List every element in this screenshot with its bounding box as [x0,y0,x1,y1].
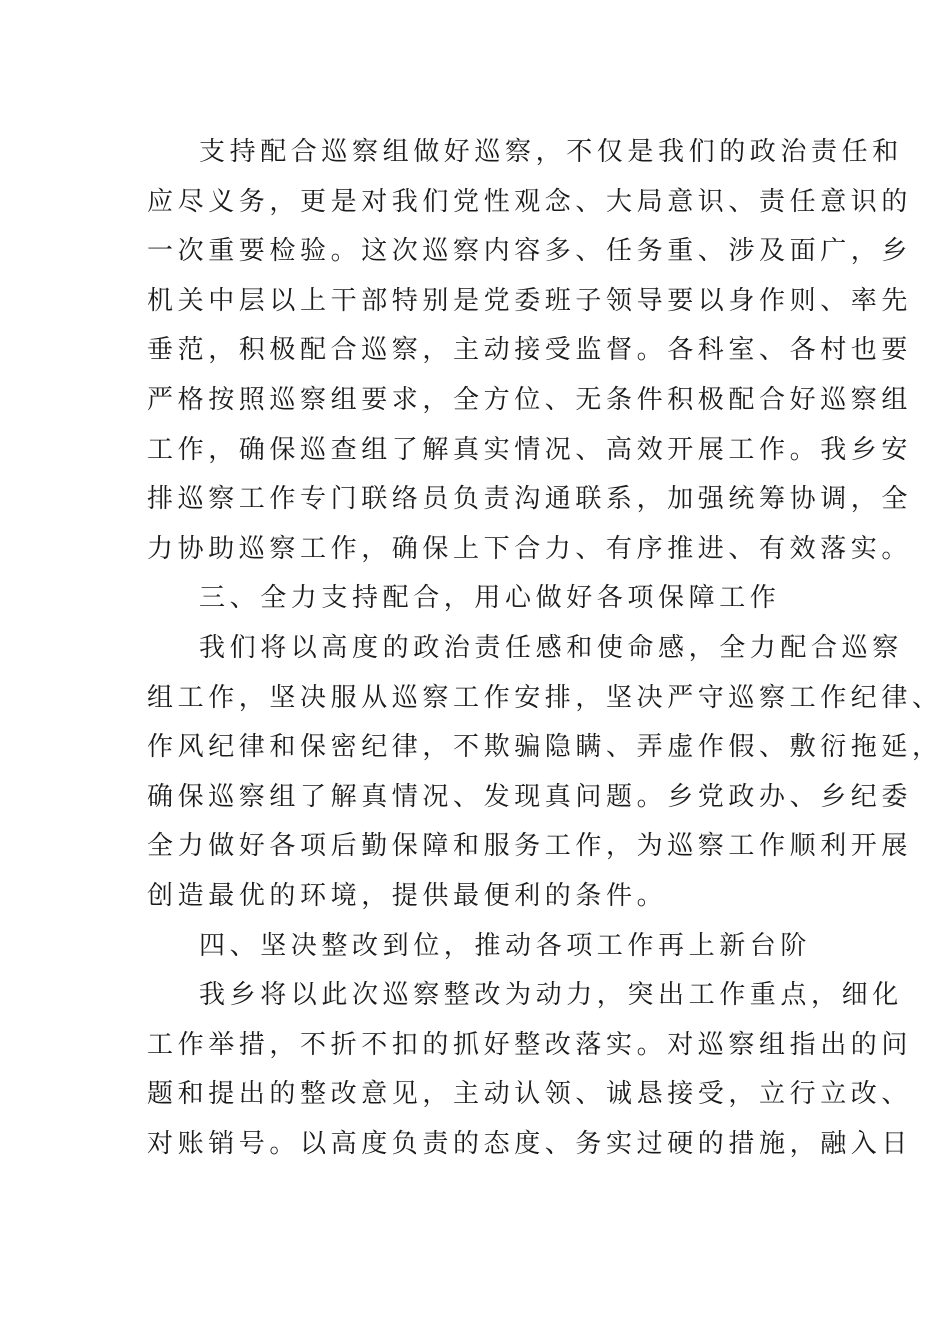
text-line: 题和提出的整改意见，主动认领、诚恳接受，立行立改、 [147,1079,913,1110]
section-heading-3: 三、全力支持配合，用心做好各项保障工作 [199,583,781,614]
text-line: 我们将以高度的政治责任感和使命感，全力配合巡察 [199,632,903,663]
text-line: 工作举措，不折不扣的抓好整改落实。对巡察组指出的问 [147,1029,913,1060]
text-line: 工作，确保巡查组了解真实情况、高效开展工作。我乡安 [147,434,913,465]
text-line: 支持配合巡察组做好巡察，不仅是我们的政治责任和 [199,137,903,167]
text-line: 作风纪律和保密纪律，不欺骗隐瞒、弄虚作假、敷衍拖延， [147,732,943,763]
section-heading-4: 四、坚决整改到位，推动各项工作再上新台阶 [199,930,812,961]
text-line: 应尽义务，更是对我们党性观念、大局意识、责任意识的 [147,186,913,217]
text-line: 全力做好各项后勤保障和服务工作，为巡察工作顺利开展 [147,831,913,862]
text-line: 严格按照巡察组要求，全方位、无条件积极配合好巡察组 [147,384,913,415]
text-line: 我乡将以此次巡察整改为动力，突出工作重点，细化 [199,980,903,1011]
text-line: 排巡察工作专门联络员负责沟通联系，加强统筹协调，全 [147,484,913,515]
text-line: 垂范，积极配合巡察，主动接受监督。各科室、各村也要 [147,335,913,366]
text-line: 创造最优的环境，提供最便利的条件。 [147,880,668,911]
document-body [147,128,943,1169]
text-line: 机关中层以上干部特别是党委班子领导要以身作则、率先 [147,285,913,316]
text-line: 对账销号。以高度负责的态度、务实过硬的措施，融入日 [147,1128,913,1159]
text-line: 确保巡察组了解真情况、发现真问题。乡党政办、乡纪委 [147,781,913,812]
text-line: 组工作，坚决服从巡察工作安排，坚决严守巡察工作纪律、 [147,682,943,713]
text-line: 一次重要检验。这次巡察内容多、任务重、涉及面广，乡 [147,236,913,267]
text-line: 力协助巡察工作，确保上下合力、有序推进、有效落实。 [147,533,913,564]
